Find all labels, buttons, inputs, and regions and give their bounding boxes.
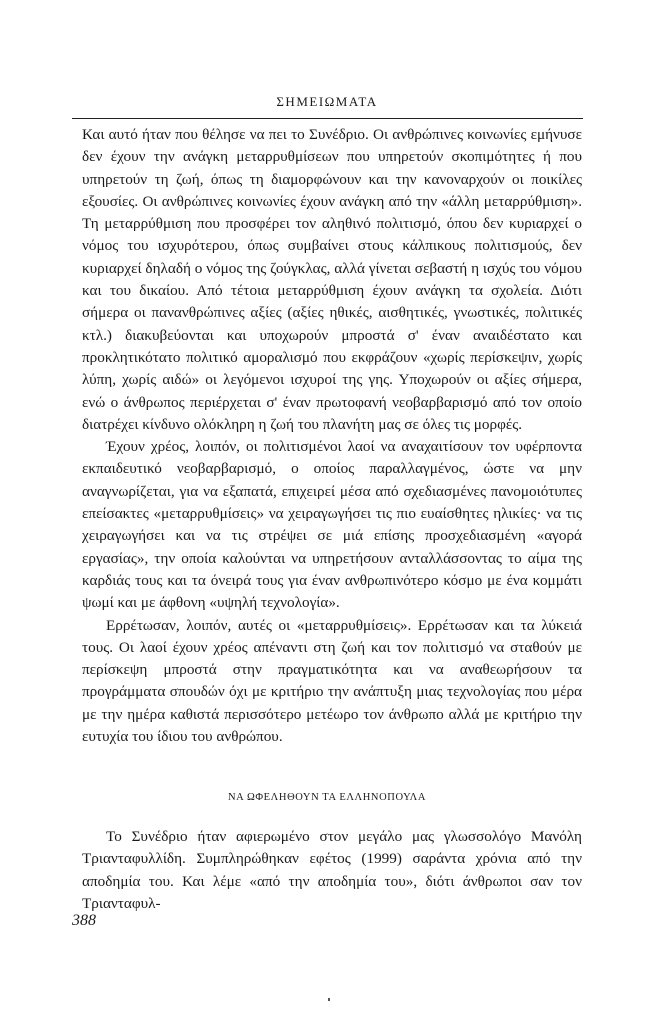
header-rule	[72, 118, 583, 119]
print-speck	[328, 998, 330, 1001]
running-head-title: ΣΗΜΕΙΩΜΑΤΑ	[276, 94, 378, 109]
main-text	[82, 124, 582, 748]
section-text	[82, 826, 582, 915]
section-heading: ΝΑ ΩΦΕΛΗΘΟΥΝ ΤΑ ΕΛΛΗΝΟΠΟΥΛΑ	[227, 792, 427, 803]
paragraph-2: Έχουν χρέος, λοιπόν, οι πολιτισμένοι λαοί να αναχαιτίσουν τον υφέρποντα εκπαιδευτικό νεοβαρβαρισμό, ο οποίος παραλλαγμένος, ώστε να μην αναγνωρίζεται, για να εξαπατά, επιχειρεί μέσα από σχεδιασμένες πανομοιότυπες επείσακτες «μεταρρυθμίσεις» να χειραγωγήσει τις πιο ευαίσθητες ηλικίες· να τις χειραγωγήσει και να τις στρέψει σε μιά επίσης προσχεδιασμένη «αγορά εργασίας», την οποία καλούνται να υπηρετήσουν ανταλλάσσοντας το αίμα της καρδιάς τους και τα όνειρά τους για έναν ανθρωπινότερο κόσμο με ένα κομμάτι ψωμί και με άφθονη «υψηλή τεχνολογία».	[82, 438, 582, 612]
paragraph-3: Ερρέτωσαν, λοιπόν, αυτές οι «μεταρρυθμίσεις». Ερρέτωσαν και τα λύκειά τους. Οι λαοί έχουν χρέος απέναντι στη ζωή και τον πολιτισμό να σταθούν με περίσκεψη μπροστά στην πραγματικότητα και να αναθεωρήσουν τα προγράμματα σπουδών όχι με κριτήριο την ανάπτυξη μιας τεχνολογίας που μέρα με την ημέρα καθιστά περισσότερο μετέωρο τον άνθρωπο αλλά με κριτήριο την ευτυχία του ίδιου του ανθρώπου.	[82, 616, 582, 746]
paragraph-1: Και αυτό ήταν που θέλησε να πει το Συνέδριο. Οι ανθρώπινες κοινωνίες εμήνυσε δεν έχουν την ανάγκη μεταρρυθμίσεων που υπηρετούν σκοπιμότητες ή που υπηρετούν τη ζωή, όπως τη διαμορφώνουν και την κανοναρχούν οι ποικίλες εξουσίες. Οι ανθρώπινες κοινωνίες έχουν ανάγκη από την «άλλη μεταρρύθμιση». Τη μεταρρύθμιση που προσφέρει τον αληθινό πολιτισμό, όπου δεν κυριαρχεί ο νόμος του ισχυρότερου, όπως συμβαίνει στους κάλπικους πολιτισμούς, δεν κυριαρχεί δηλαδή ο νόμος της ζούγκλας, αλλά γίνεται σεβαστή η ισχύς του νόμου και του δικαίου. Από τέτοια μεταρρύθμιση έχουν ανάγκη τα σχολεία. Διότι σήμερα οι πανανθρώπινες αξίες (αξίες ηθικές, αισθητικές, γνωστικές, πολιτικές κτλ.) διακυβεύονται και υποχωρούν μπροστά σ' έναν αναιδέστατο και προκλητικότατο πολιτικό αμοραλισμό που εκφράζουν «χωρίς περίσκεψιν, χωρίς λύπη, χωρίς αιδώ» οι λεγόμενοι ισχυροί της γης. Υποχωρούν οι αξίες σήμερα, ενώ ο άνθρωπος περιέρχεται σ' έναν πρωτοφανή νεοβαρβαρισμό από τον οποίο διατρέχει κίνδυνο ολόκληρη η ζωή του πλανήτη μας σε όλες τις μορφές.	[82, 126, 582, 433]
page-number: 388	[72, 912, 96, 929]
section-paragraph: Το Συνέδριο ήταν αφιερωμένο στον μεγάλο μας γλωσσολόγο Μανόλη Τριανταφυλλίδη. Συμπληρώθηκαν εφέτος (1999) σαράντα χρόνια από την αποδημία του. Και λέμε «από την αποδημία του», διότι άνθρωποι σαν τον Τριανταφυλ-	[82, 828, 582, 912]
